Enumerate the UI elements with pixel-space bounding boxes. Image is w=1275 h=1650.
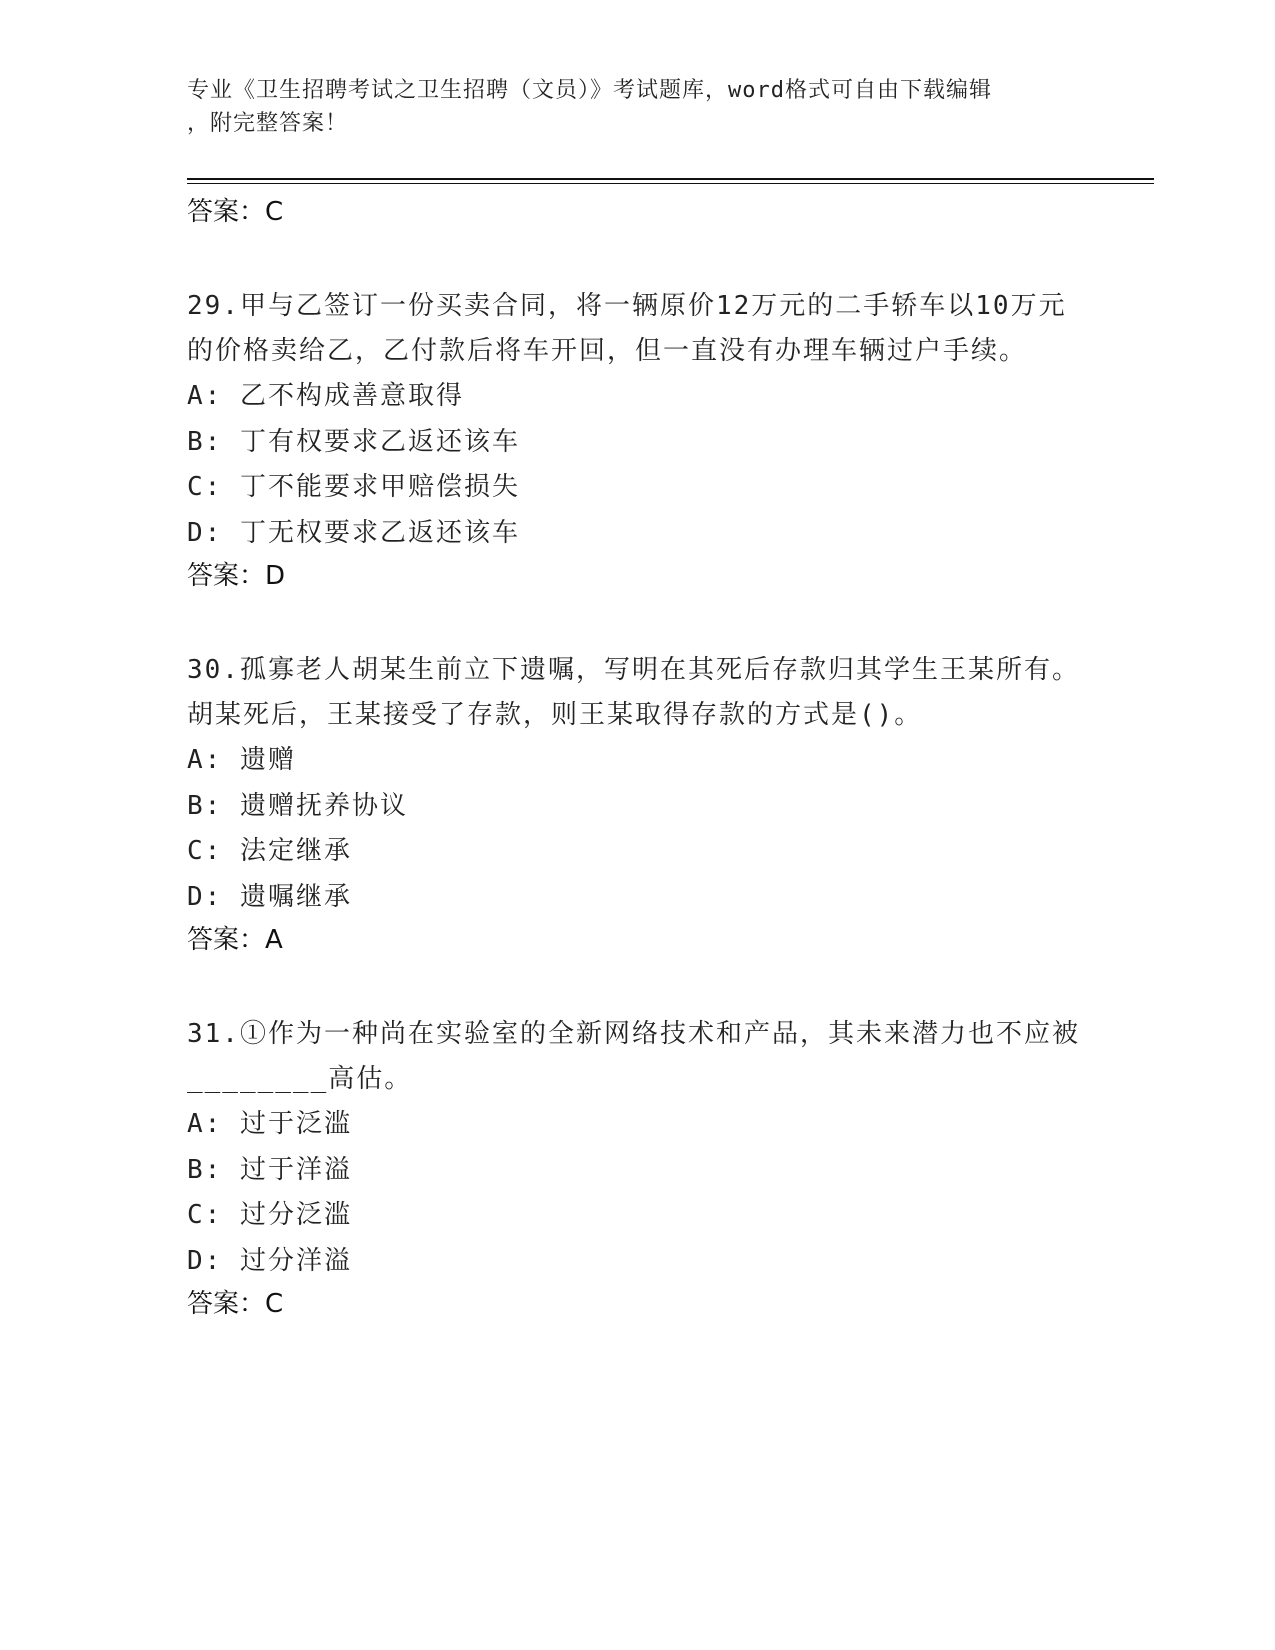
option-b: B: 遗赠抚养协议 <box>187 790 408 821</box>
document-header <box>187 74 1077 140</box>
question-stem: 29.甲与乙签订一份买卖合同，将一辆原价12万元的二手轿车以10万元的价格卖给乙，乙付款后将车开回，但一直没有办理车辆过户手续。 <box>187 291 1067 366</box>
header-line-2: ，附完整答案！ <box>187 111 349 136</box>
previous-answer: 答案：C <box>187 197 284 227</box>
option-c: C: 法定继承 <box>187 836 352 866</box>
question-stem: 30.孤寡老人胡某生前立下遗嘱，写明在其死后存款归其学生王某所有。胡某死后，王某接受了存款，则王某取得存款的方式是()。 <box>187 655 1080 730</box>
question-list <box>187 190 1087 1324</box>
option-d: D: 过分洋溢 <box>187 1245 352 1276</box>
option-a: A: 乙不构成善意取得 <box>187 381 464 411</box>
answer: 答案：A <box>187 925 283 955</box>
question-stem: 31.①作为一种尚在实验室的全新网络技术和产品，其未来潜力也不应被________高估。 <box>187 1019 1080 1094</box>
option-a: A: 过于泛滥 <box>187 1109 352 1139</box>
header-divider-thin <box>187 183 1154 184</box>
option-c: C: 丁不能要求甲赔偿损失 <box>187 472 520 502</box>
question-30 <box>187 648 1087 960</box>
option-c: C: 过分泛滥 <box>187 1200 352 1230</box>
header-divider-thick <box>187 178 1154 180</box>
answer: 答案：C <box>187 1289 284 1319</box>
answer: 答案：D <box>187 561 286 591</box>
option-d: D: 遗嘱继承 <box>187 881 352 912</box>
question-31 <box>187 1012 1087 1324</box>
question-29 <box>187 284 1087 596</box>
option-a: A: 遗赠 <box>187 745 296 775</box>
option-b: B: 过于洋溢 <box>187 1154 352 1185</box>
option-d: D: 丁无权要求乙返还该车 <box>187 517 520 548</box>
header-line-1: 专业《卫生招聘考试之卫生招聘（文员）》考试题库，word格式可自由下载编辑 <box>187 78 992 103</box>
option-b: B: 丁有权要求乙返还该车 <box>187 426 520 457</box>
